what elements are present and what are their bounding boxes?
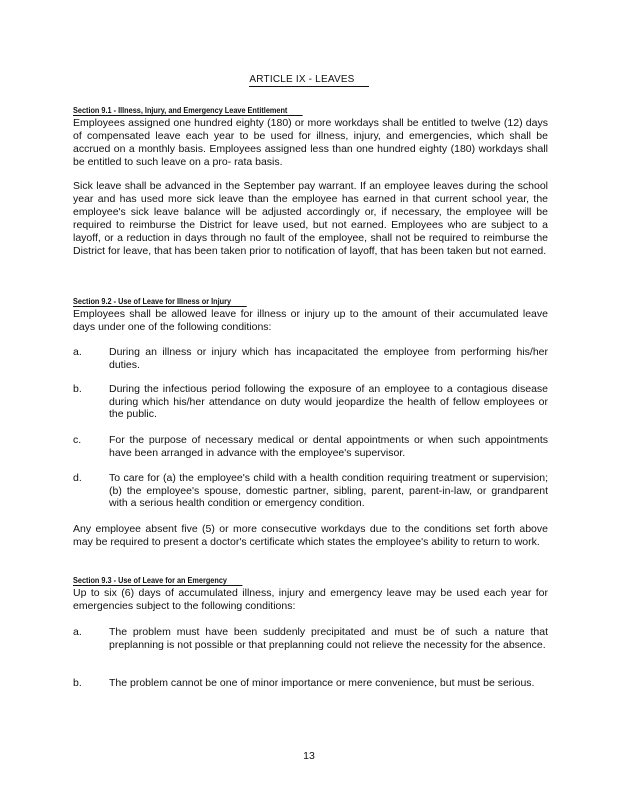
list-item xyxy=(73,383,548,421)
section-9-1 xyxy=(73,104,548,169)
section-9-3 xyxy=(73,574,548,613)
list-label: a. xyxy=(73,346,82,358)
section-9-1-paragraph-2 xyxy=(73,180,548,258)
section-9-2 xyxy=(73,295,548,334)
list-text: The problem must have been suddenly precipitated and must be of such a nature that preplanning is not possible or that preplanning could not relieve the necessity for the absence. xyxy=(109,626,548,651)
list-item xyxy=(73,626,548,651)
section-heading: Section 9.2 - Use of Leave for Illness or Injury xyxy=(73,296,247,307)
paragraph: Any employee absent five (5) or more consecutive workdays due to the conditions set forth above may be required to present a doctor's certificate which states the employee's ability to return to work. xyxy=(73,523,548,548)
list-item xyxy=(73,434,548,459)
list-label: d. xyxy=(73,472,82,484)
article-title-text: ARTICLE IX - LEAVES xyxy=(249,74,368,87)
paragraph: Employees assigned one hundred eighty (180) or more workdays shall be entitled to twelve (12) days of compensated leave each year to be used for illness, injury, and emergencies, which shall be accrued on a monthly basis. Employees assigned less than one hundred eighty (180) workdays shall be entitled to such leave on a pro- rata basis. xyxy=(73,117,548,168)
article-title xyxy=(0,74,618,87)
list-label: b. xyxy=(73,383,82,395)
paragraph: Employees shall be allowed leave for illness or injury up to the amount of their accumulated leave days under one of the following conditions: xyxy=(73,308,548,333)
list-text: During an illness or injury which has incapacitated the employee from performing his/her duties. xyxy=(109,346,548,371)
section-9-2-closing xyxy=(73,523,548,549)
paragraph: Sick leave shall be advanced in the September pay warrant. If an employee leaves during the school year and has used more sick leave than the employee has earned in that current school year, the employee's sick leave balance will be adjusted accordingly or, if necessary, the employee will be required to reimburse the District for leave used, but not earned. Employees who are subject to a layoff, or a reduction in days through no fault of the employee, shall not be required to reimburse the District for leave, that has been taken prior to notification of layoff, that has been taken but not earned. xyxy=(73,180,548,257)
list-item xyxy=(73,346,548,371)
section-heading: Section 9.1 - Illness, Injury, and Emergency Leave Entitlement xyxy=(73,105,303,116)
list-item xyxy=(73,677,548,690)
list-item xyxy=(73,472,548,510)
section-heading: Section 9.3 - Use of Leave for an Emergency xyxy=(73,575,242,586)
list-text: For the purpose of necessary medical or dental appointments or when such appointments have been arranged in advance with the employee's supervisor. xyxy=(109,434,548,459)
paragraph: Up to six (6) days of accumulated illness, injury and emergency leave may be used each year for emergencies subject to the following conditions: xyxy=(73,587,548,612)
list-label: a. xyxy=(73,626,82,638)
page-number: 13 xyxy=(303,750,315,762)
list-label: b. xyxy=(73,677,82,689)
list-text: The problem cannot be one of minor importance or mere convenience, but must be serious. xyxy=(109,677,535,689)
list-label: c. xyxy=(73,434,82,446)
list-text: To care for (a) the employee's child with a health condition requiring treatment or supervision; (b) the employee's spouse, domestic partner, sibling, parent, parent-in-law, or grandparent with a serious health condition or emergency condition. xyxy=(109,472,548,509)
list-text: During the infectious period following the exposure of an employee to a contagious disease during which his/her attendance on duty would jeopardize the health of fellow employees or the public. xyxy=(109,383,548,420)
